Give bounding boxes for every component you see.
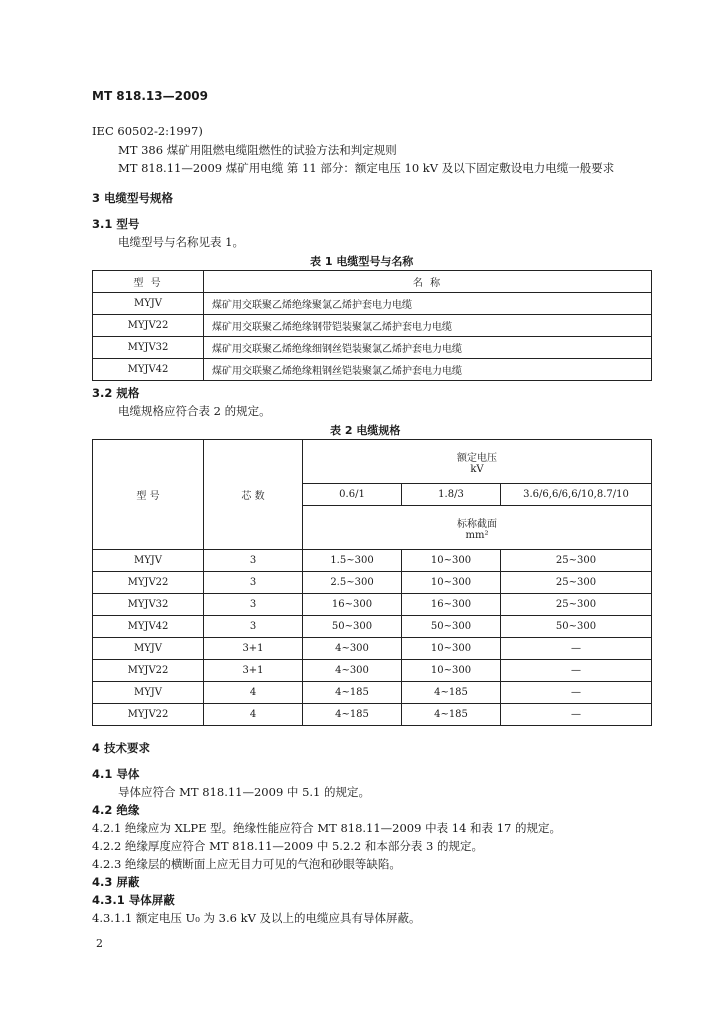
table-row: [93, 359, 652, 381]
rated-voltage-label: 额定电压: [457, 452, 497, 464]
subsection-heading: 3.2 规格: [92, 386, 140, 400]
table-row: [93, 660, 652, 682]
table-cell: 煤矿用交联聚乙烯绝缘钢带铠装聚氯乙烯护套电力电缆: [204, 315, 652, 337]
subsection-heading: 4.3.1 导体屏蔽: [92, 893, 175, 907]
table-cell: 2.5~300: [303, 572, 402, 594]
table-cell: 3+1: [204, 638, 303, 660]
table-cell: MYJV22: [93, 572, 204, 594]
table-cell: 4~185: [402, 682, 501, 704]
table-header: [303, 506, 652, 550]
document-code: MT 818.13—2009: [92, 89, 209, 103]
table-header: 型 号: [93, 271, 204, 293]
table-cell: MYJV32: [93, 337, 204, 359]
table-cell: 4~185: [402, 704, 501, 726]
cable-model-table: [92, 270, 652, 381]
clause: 4.2.3 绝缘层的横断面上应无目力可见的气泡和砂眼等缺陷。: [92, 857, 401, 871]
table-cell: 3: [204, 594, 303, 616]
clause: 4.2.2 绝缘厚度应符合 MT 818.11—2009 中 5.2.2 和本部分表 3 的规定。: [92, 839, 484, 853]
table-cell: —: [501, 638, 652, 660]
table-row: [93, 337, 652, 359]
cable-spec-table: [92, 439, 652, 726]
table-caption: 表 1 电缆型号与名称: [310, 255, 414, 268]
clause: 4.2.1 绝缘应为 XLPE 型。绝缘性能应符合 MT 818.11—2009 中表 14 和表 17 的规定。: [92, 821, 561, 835]
reference-line: MT 386 煤矿用阻燃电缆阻燃性的试验方法和判定规则: [118, 143, 397, 157]
table-row: [93, 315, 652, 337]
table-cell: 10~300: [402, 572, 501, 594]
table-cell: MYJV42: [93, 616, 204, 638]
table-cell: MYJV22: [93, 660, 204, 682]
table-header: 芯 数: [204, 440, 303, 550]
table-cell: 煤矿用交联聚乙烯绝缘细钢丝铠装聚氯乙烯护套电力电缆: [204, 337, 652, 359]
table-row: [93, 638, 652, 660]
section-area-unit: mm²: [465, 529, 489, 541]
table-cell: 25~300: [501, 594, 652, 616]
paragraph: 电缆规格应符合表 2 的规定。: [118, 404, 271, 418]
table-cell: 3: [204, 572, 303, 594]
paragraph: 导体应符合 MT 818.11—2009 中 5.1 的规定。: [118, 785, 371, 799]
table-cell: 3: [204, 550, 303, 572]
clause: 4.3.1.1 额定电压 U₀ 为 3.6 kV 及以上的电缆应具有导体屏蔽。: [92, 911, 421, 925]
table-cell: —: [501, 704, 652, 726]
paragraph: 电缆型号与名称见表 1。: [118, 235, 244, 249]
table-header: 1.8/3: [402, 484, 501, 506]
table-cell: 16~300: [402, 594, 501, 616]
table-cell: 50~300: [402, 616, 501, 638]
table-cell: 4~300: [303, 638, 402, 660]
table-cell: MYJV42: [93, 359, 204, 381]
table-cell: 3+1: [204, 660, 303, 682]
table-cell: 3: [204, 616, 303, 638]
table-row: [93, 550, 652, 572]
section-area-label: 标称截面: [457, 518, 497, 530]
table-header: 名 称: [204, 271, 652, 293]
reference-line: IEC 60502-2:1997): [92, 124, 203, 138]
table-cell: MYJV22: [93, 704, 204, 726]
table-cell: 25~300: [501, 572, 652, 594]
table-row: [93, 616, 652, 638]
subsection-heading: 4.3 屏蔽: [92, 875, 140, 889]
table-cell: 4~185: [303, 682, 402, 704]
table-row: [93, 682, 652, 704]
table-cell: 10~300: [402, 660, 501, 682]
table-cell: 1.5~300: [303, 550, 402, 572]
page-number: 2: [96, 937, 103, 950]
table-header: 0.6/1: [303, 484, 402, 506]
section-heading: 3 电缆型号规格: [92, 191, 174, 205]
table-cell: 50~300: [303, 616, 402, 638]
reference-line: MT 818.11—2009 煤矿用电缆 第 11 部分：额定电压 10 kV 及以下固定敷设电力电缆一般要求: [118, 161, 615, 175]
rated-voltage-unit: kV: [470, 463, 484, 475]
table-header: 3.6/6,6/6,6/10,8.7/10: [501, 484, 652, 506]
table-cell: MYJV: [93, 638, 204, 660]
subsection-heading: 3.1 型号: [92, 217, 140, 231]
table-row: [93, 572, 652, 594]
table-cell: 4~300: [303, 660, 402, 682]
table-header: [303, 440, 652, 484]
subsection-heading: 4.2 绝缘: [92, 803, 140, 817]
table-cell: MYJV: [93, 293, 204, 315]
table-cell: MYJV: [93, 682, 204, 704]
table-cell: —: [501, 682, 652, 704]
table-cell: MYJV32: [93, 594, 204, 616]
table-cell: 50~300: [501, 616, 652, 638]
table-header: 型 号: [93, 440, 204, 550]
table-cell: 10~300: [402, 638, 501, 660]
subsection-heading: 4.1 导体: [92, 767, 140, 781]
table-cell: MYJV: [93, 550, 204, 572]
table-cell: 4: [204, 704, 303, 726]
table-cell: —: [501, 660, 652, 682]
table-row: [93, 594, 652, 616]
table-row: [93, 293, 652, 315]
table-cell: 4: [204, 682, 303, 704]
table-caption: 表 2 电缆规格: [330, 424, 401, 437]
table-cell: 4~185: [303, 704, 402, 726]
section-heading: 4 技术要求: [92, 741, 151, 755]
table-cell: 10~300: [402, 550, 501, 572]
table-cell: 煤矿用交联聚乙烯绝缘聚氯乙烯护套电力电缆: [204, 293, 652, 315]
table-cell: 煤矿用交联聚乙烯绝缘粗钢丝铠装聚氯乙烯护套电力电缆: [204, 359, 652, 381]
table-cell: 25~300: [501, 550, 652, 572]
table-row: [93, 704, 652, 726]
table-cell: 16~300: [303, 594, 402, 616]
table-cell: MYJV22: [93, 315, 204, 337]
